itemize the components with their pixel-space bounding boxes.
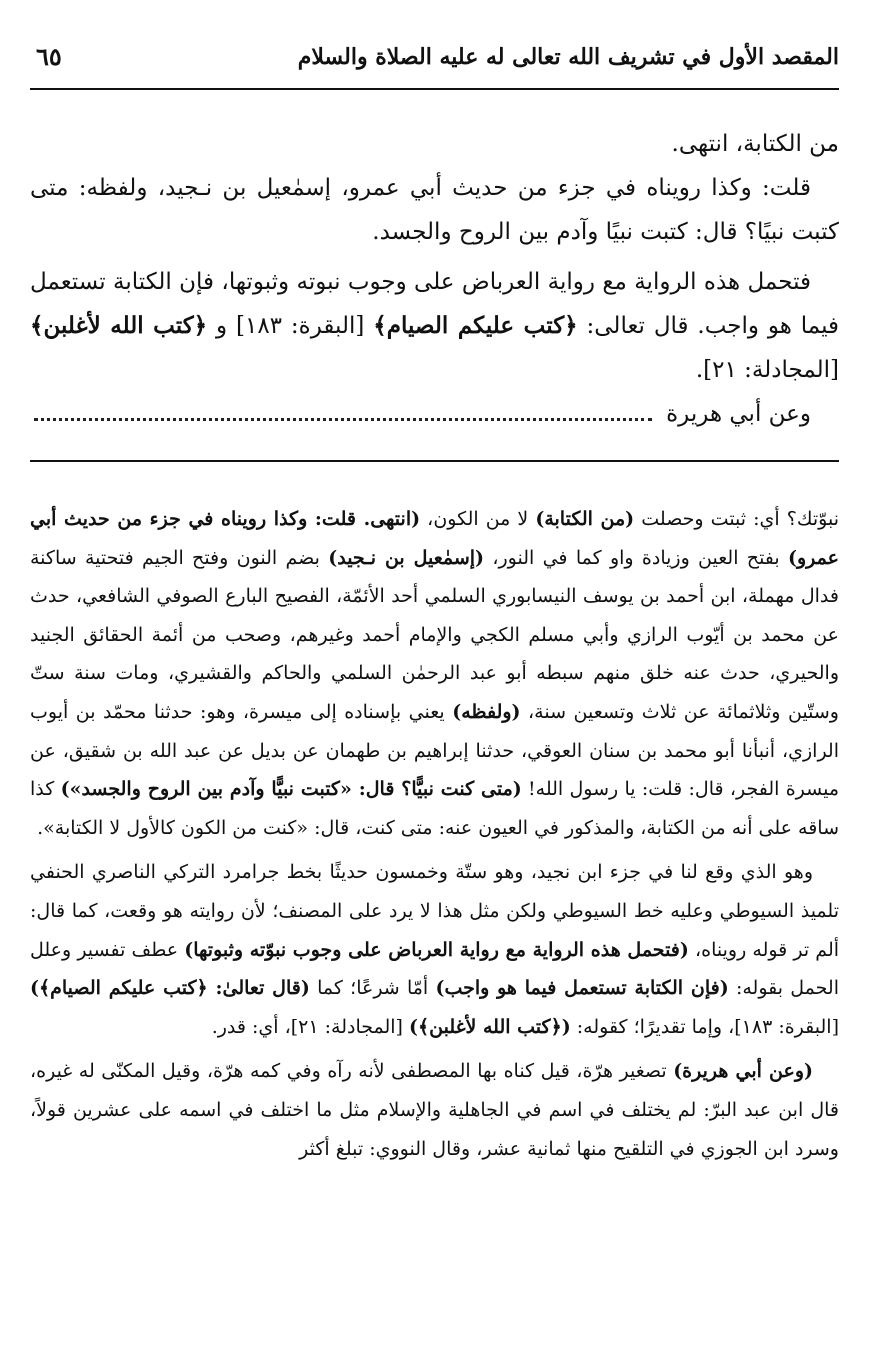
- quoted-matn: (فتحمل هذه الرواية مع رواية العرباض على وجوب نبوّته وثبوتها): [184, 938, 689, 961]
- sharh-text: تصغير هرّة، قيل كناه بها المصطفى لأنه رآه وفي كمه هرّة، وقيل المكنّى له غيره، قال ابن عبد البرّ: لم يختلف في اسم في الجاهلية والإسلام مثل ما اختلف في اسمه على عشرين قولاً، وسرد ابن الجوزي في التلقيح منها ثمانية عشر، وقال النووي: تبلغ أكثر: [30, 1060, 839, 1160]
- main-text: [30, 122, 839, 436]
- matn-paragraph-1: من الكتابة، انتهى.: [671, 131, 839, 157]
- matn-paragraph-4: [30, 392, 839, 436]
- sharh-text: كذا ساقه على أنه من الكتابة، والمذكور في العيون عنه: متى كنت، قال: «كنت من الكون كالأول لا الكتابة».: [30, 778, 839, 839]
- sharh-text: بفتح العين وزيادة واو كما في النور،: [484, 546, 789, 569]
- quoted-matn: (من الكتابة): [535, 508, 635, 530]
- sharh-paragraph-3: [30, 1052, 839, 1168]
- sharh-text: أمّا شرعًا؛ كما: [309, 977, 436, 1000]
- quoted-matn: (متى كنت نبيًّا؟ قال: «كتبت نبيًّا وآدم بين الروح والجسد»): [60, 778, 522, 801]
- sharh-text: لا من الكون،: [420, 508, 536, 530]
- sharh-text: بضم النون وفتح الجيم فتحتية ساكنة فدال مهملة، ابن أحمد بن يوسف النيسابوري السلمي أحد الأئمّة، الفصيح البارع الصوفي الشافعي، حدث عن محمد بن أيّوب الرازي وأبي مسلم الكجي والإمام أحمد وغيرهم، وصحب من أئمة الحقائق الجنيد والحيري، حدث عنه خلق منهم سبطه أبو عبد الرحمٰن السلمي والحاكم والقشيري، ومات سنة ستّ وستّين وثلاثمائة عن ثلاث وتسعين سنة،: [30, 546, 839, 723]
- quran-quote: ﴿كتب الله لأغلبن﴾: [30, 312, 208, 339]
- continuation-dots: [34, 408, 652, 421]
- book-page: [30, 30, 839, 1350]
- quoted-matn: (إسمٰعيل بن نـجيد): [328, 546, 485, 569]
- commentary-text: [30, 500, 839, 1174]
- matn-paragraph-2: قلت: وكذا رويناه في جزء من حديث أبي عمرو، إسمٰعيل بن نـجيد، ولفظه: متى كتبت نبيًا؟ قال: كتبت نبيًا وآدم بين الروح والجسد.: [30, 175, 839, 245]
- quoted-matn: (ولفظه): [452, 700, 521, 723]
- quoted-matn: (وعن أبي هريرة): [673, 1060, 813, 1083]
- matn-text: فتحمل هذه الرواية مع رواية العرباض على وجوب نبوته وثبوتها، فإن الكتابة تستعمل فيما هو واجب. قال تعالى:: [30, 269, 840, 339]
- sharh-text: وهو الذي وقع لنا في جزء ابن نجيد، وهو ستّة وخمسون حديثًا بخط جرامرد التركي الناصري الحنفي تلميذ السيوطي وعليه خط السيوطي ولكن مثل هذا لا يرد على المصنف؛ لأن روايته هو وقعت، كما قال: ألم تر قوله رويناه،: [30, 861, 840, 961]
- sharh-text: يعني بإسناده إلى ميسرة، وهو: حدثنا محمّد بن أيوب الرازي، أنبأنا أبو محمد بن سنان العوقي، حدثنا إبراهيم بن طهمان عن بديل عن عبد الله بن شقيق، عن ميسرة الفجر، قال: قلت: يا رسول الله!: [30, 700, 839, 801]
- quoted-matn: (فإن الكتابة تستعمل فيما هو واجب): [435, 977, 729, 1000]
- matn-text: وعن أبي هريرة: [666, 401, 811, 427]
- sharh-paragraph-2: [30, 853, 839, 1046]
- sharh-text: [البقرة: ١٨٣]، وإما تقديرًا؛ كقوله:: [570, 1015, 839, 1038]
- sharh-paragraph-1: [30, 500, 839, 847]
- quoted-matn: (قال تعالىٰ: ﴿كتب عليكم الصيام﴾): [30, 977, 310, 1000]
- matn-paragraph-3: [30, 260, 839, 392]
- page-number: ٦٥: [36, 42, 62, 71]
- sharh-text: عطف تفسير وعلل الحمل بقوله:: [30, 938, 839, 1000]
- header-rule: [30, 88, 839, 90]
- header-title: المقصد الأول في تشريف الله تعالى له عليه الصلاة والسلام: [297, 44, 839, 70]
- sharh-text: نبوّتك؟ أي: ثبتت وحصلت: [634, 508, 839, 530]
- matn-text: [البقرة: ١٨٣] و: [207, 313, 374, 339]
- sharh-text: [المجادلة: ٢١]، أي: قدر.: [211, 1015, 409, 1038]
- matn-text: [المجادلة: ٢١].: [695, 357, 839, 383]
- quran-quote: ﴿كتب عليكم الصيام﴾: [373, 312, 578, 339]
- quoted-matn: (انتهى. قلت: وكذا رويناه في جزء من حديث أبي عمرو): [30, 508, 839, 569]
- matn-sharh-divider: [30, 460, 839, 462]
- running-header: [30, 38, 839, 78]
- quoted-matn: (﴿كتب الله لأغلبن﴾): [409, 1015, 571, 1038]
